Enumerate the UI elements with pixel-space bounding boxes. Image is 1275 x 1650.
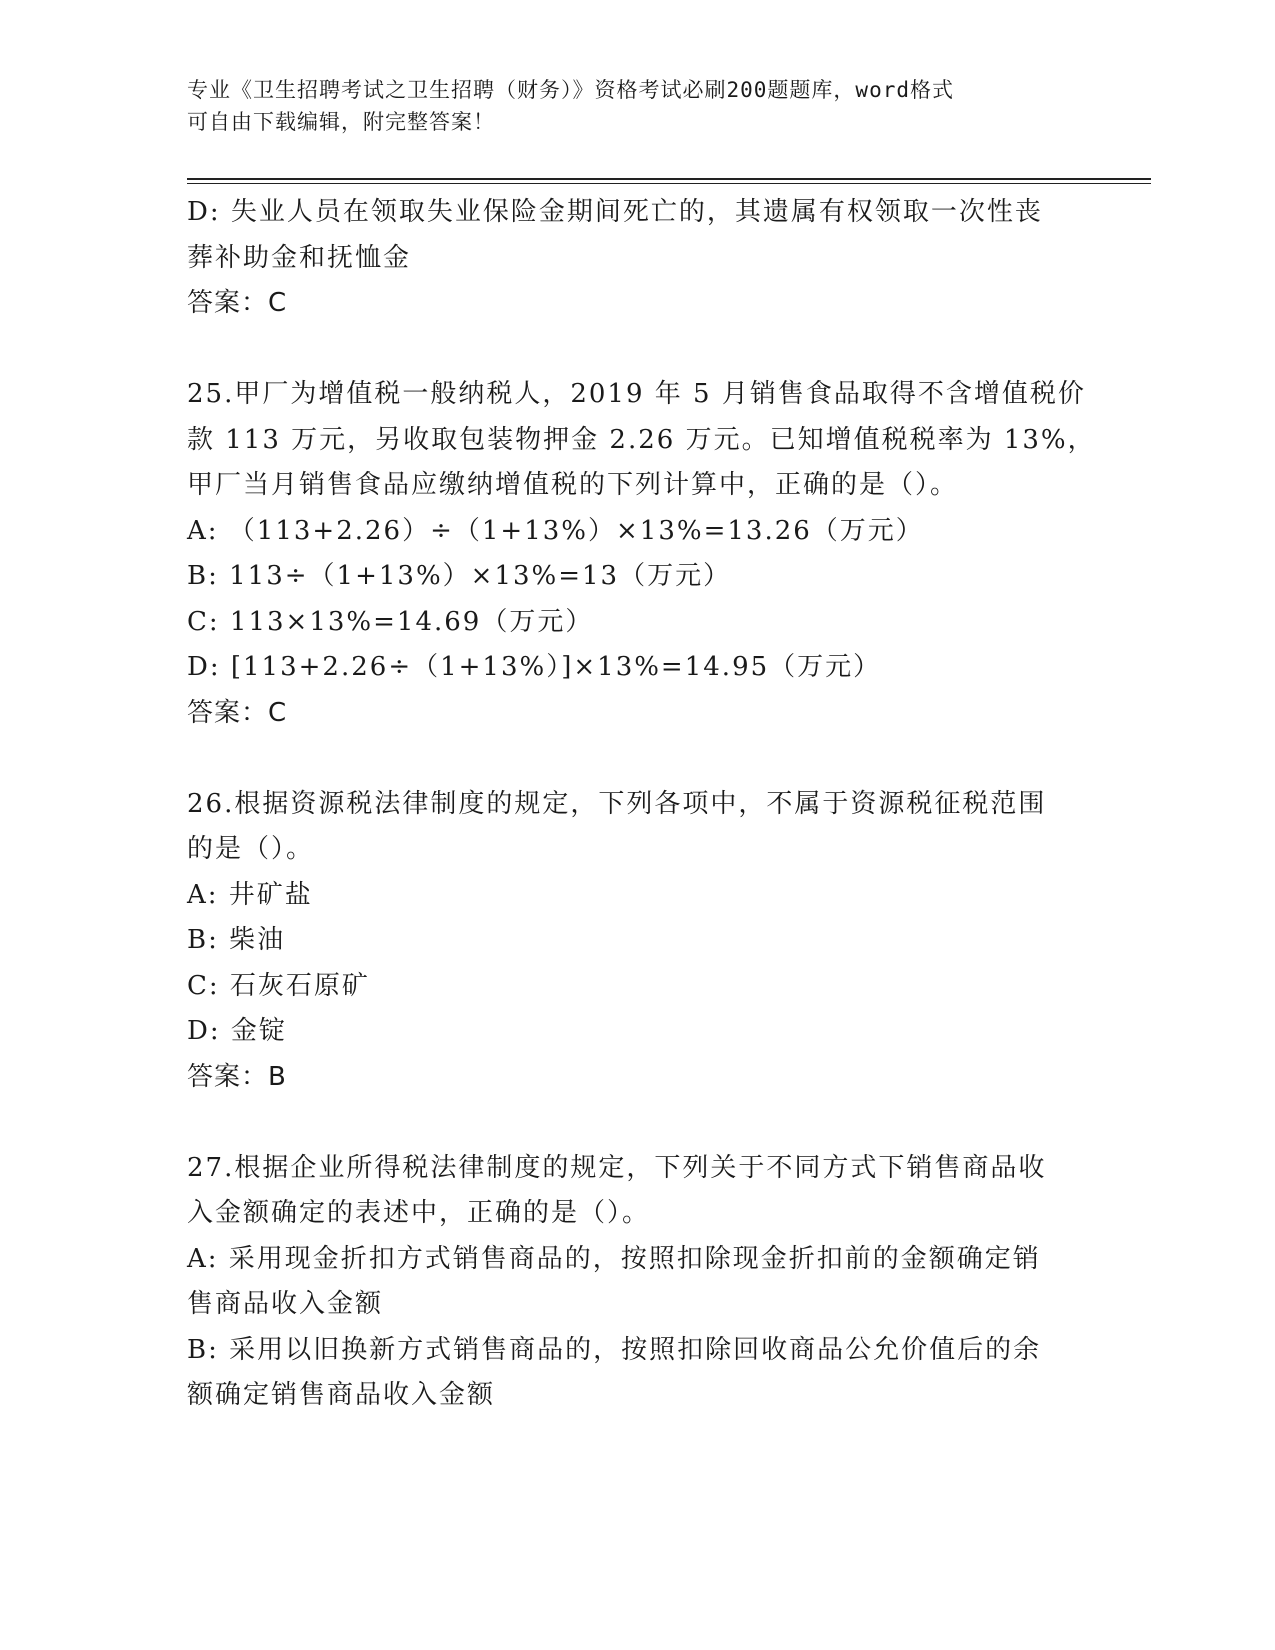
option-b: B: 柴油 xyxy=(187,925,286,955)
question-stem-line-1: 25.甲厂为增值税一般纳税人，2019 年 5 月销售食品取得不含增值税价 xyxy=(187,379,1086,409)
answer-label: 答案：C xyxy=(187,288,288,318)
question-block-27 xyxy=(187,1146,1087,1419)
option-b: B: 113÷（1+13%）×13%=13（万元） xyxy=(187,561,732,591)
question-list xyxy=(187,190,1096,1419)
question-stem-line-1: 27.根据企业所得税法律制度的规定，下列关于不同方式下销售商品收 xyxy=(187,1152,1047,1183)
header-title-line-2: 可自由下载编辑，附完整答案！ xyxy=(187,110,495,134)
spacer xyxy=(187,1100,1087,1146)
question-stem-line-1: 26.根据资源税法律制度的规定，下列各项中，不属于资源税征税范围 xyxy=(187,788,1047,819)
option-b-line-1: B: 采用以旧换新方式销售商品的，按照扣除回收商品公允价值后的余 xyxy=(187,1334,1042,1365)
answer-label: 答案：C xyxy=(187,697,288,728)
option-d-line-1: D: 失业人员在领取失业保险金期间死亡的，其遗属有权领取一次性丧 xyxy=(187,197,1043,227)
header-title-line-1: 专业《卫生招聘考试之卫生招聘（财务）》资格考试必刷200题题库，word格式 xyxy=(187,78,954,102)
question-block-25 xyxy=(187,372,1096,736)
question-stem-line-2: 款 113 万元，另收取包装物押金 2.26 万元。已知增值税税率为 13%， xyxy=(187,424,1096,455)
option-a-line-2: 售商品收入金额 xyxy=(187,1289,384,1319)
option-d-line-2: 葬补助金和抚恤金 xyxy=(187,242,412,273)
option-d: D: [113+2.26÷（1+13%）]×13%=14.95（万元） xyxy=(187,652,882,682)
question-stem-line-2: 的是（）。 xyxy=(187,834,315,864)
spacer xyxy=(187,736,1087,782)
spacer xyxy=(187,327,1087,373)
option-a-line-1: A: 采用现金折扣方式销售商品的，按照扣除现金折扣前的金额确定销 xyxy=(187,1243,1041,1274)
question-block-26 xyxy=(187,782,1087,1101)
answer-label: 答案：B xyxy=(187,1061,287,1092)
question-block-24-tail xyxy=(187,190,1087,327)
option-b-line-2: 额确定销售商品收入金额 xyxy=(187,1380,496,1410)
option-a: A: （113+2.26）÷（1+13%）×13%=13.26（万元） xyxy=(187,515,924,546)
option-c: C: 石灰石原矿 xyxy=(187,970,370,1001)
document-header xyxy=(187,74,1067,138)
option-d: D: 金锭 xyxy=(187,1016,287,1046)
option-a: A: 井矿盐 xyxy=(187,879,313,910)
header-divider-thin xyxy=(187,183,1151,184)
option-c: C: 113×13%=14.69（万元） xyxy=(187,606,594,637)
question-stem-line-3: 甲厂当月销售食品应缴纳增值税的下列计算中，正确的是（）。 xyxy=(187,470,959,500)
question-stem-line-2: 入金额确定的表述中，正确的是（）。 xyxy=(187,1198,651,1228)
header-divider-thick xyxy=(187,178,1151,180)
